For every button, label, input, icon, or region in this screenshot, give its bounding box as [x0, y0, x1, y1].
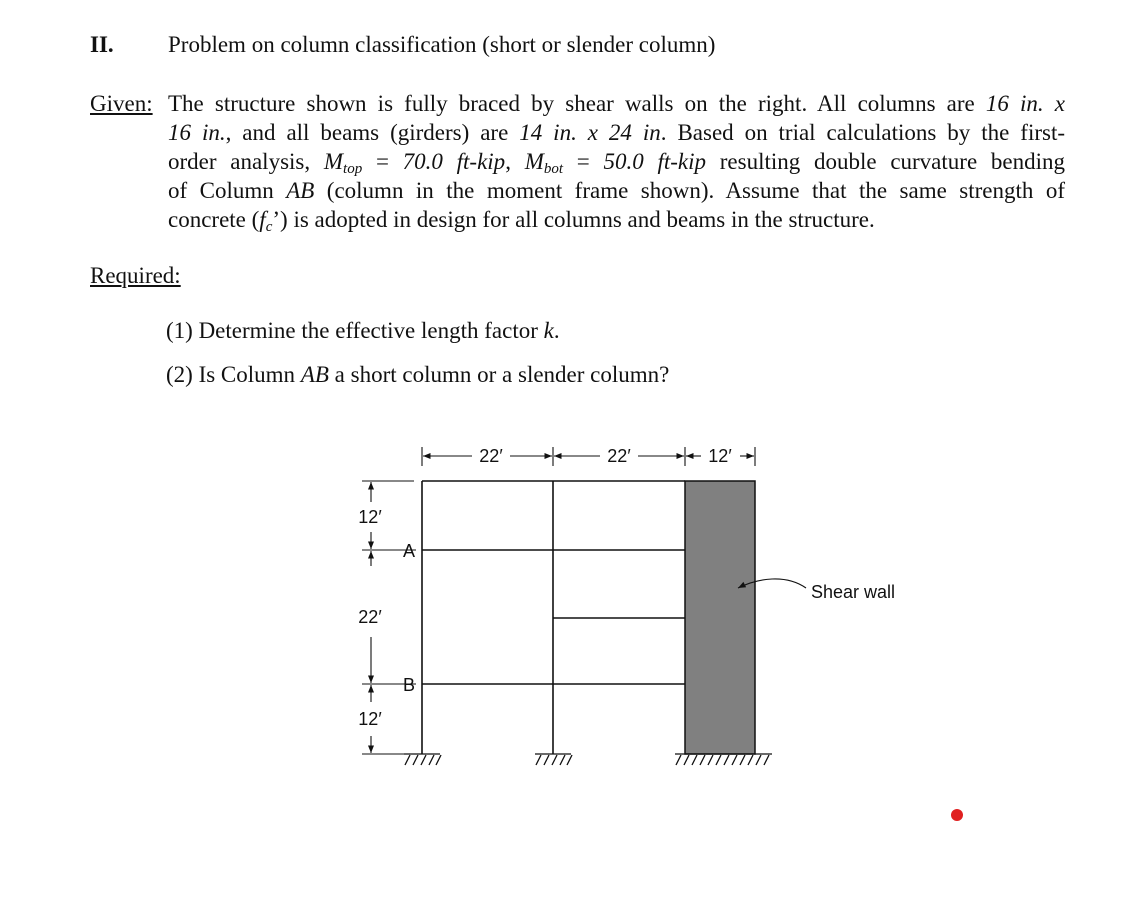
shear-wall-label: Shear wall: [811, 582, 896, 602]
given-line-1: The structure shown is fully braced by shear walls on the right. All columns are 16 in. x: [168, 91, 1065, 116]
left-dim-1: 12′: [358, 507, 382, 527]
given-line-5: concrete $(f_c’)$ is adopted in design for all columns and beams in the structure.: [168, 207, 875, 235]
node-label-b: B: [403, 675, 416, 695]
fixed-support-wall: [675, 754, 772, 765]
node-label-a: A: [403, 541, 416, 561]
section-number: II.: [90, 32, 114, 57]
given-line-3: order analysis, $M_{top} = 70.0$ ft-kip, $M_{bot} = 50.0$ ft-kip resulting double curvature bending: [168, 149, 1065, 177]
required-item-1: (1) Determine the effective length factor k.: [166, 318, 560, 343]
left-dim-3: 12′: [358, 709, 382, 729]
top-dim-3: 12′: [708, 446, 732, 466]
required-item-2: (2) Is Column AB a short column or a slender column?: [166, 362, 670, 387]
given-line-4: of Column AB (column in the moment frame shown). Assume that the same strength of: [168, 178, 1065, 203]
section-title: Problem on column classification (short or slender column): [168, 32, 716, 57]
required-label: Required:: [90, 263, 181, 288]
shear-wall: [685, 481, 755, 754]
given-line-2: 16 in., and all beams (girders) are 14 in. x 24 in. Based on trial calculations by the first-: [168, 120, 1066, 145]
top-dimension-line: [422, 447, 755, 466]
given-label: Given:: [90, 91, 153, 116]
fixed-support-middle: [535, 754, 572, 765]
red-dot-marker: [951, 809, 963, 821]
left-dim-2: 22′: [358, 607, 382, 627]
top-dim-1: 22′: [479, 446, 503, 466]
fixed-support-left: [404, 754, 441, 765]
top-dim-2: 22′: [607, 446, 631, 466]
